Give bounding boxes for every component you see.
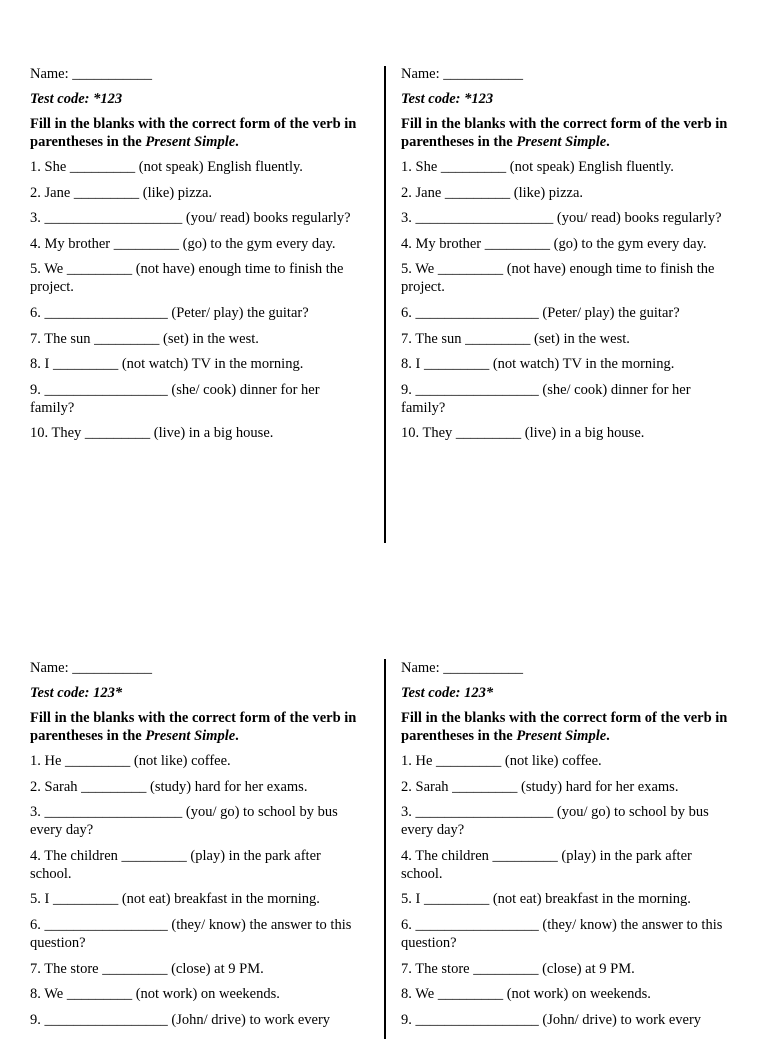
- name-field-label: Name: ___________: [401, 660, 524, 676]
- exercise-item: 10. They _________ (live) in a big house.: [30, 425, 274, 442]
- exercise-item: 7. The sun _________ (set) in the west.: [30, 330, 259, 347]
- exercise-list: [30, 752, 362, 1029]
- instructions-text: Fill in the blanks with the correct form of the verb in parentheses in the: [30, 116, 357, 150]
- exercise-item: 4. My brother _________ (go) to the gym every day.: [401, 235, 707, 252]
- exercise-item: 9. _________________ (John/ drive) to work every: [30, 1011, 331, 1028]
- instructions-end: .: [606, 727, 610, 744]
- worksheet-panel-bottom-right: [401, 659, 733, 1036]
- exercise-item: 3. ___________________ (you/ read) books regularly?: [401, 210, 722, 227]
- exercise-item: 6. _________________ (they/ know) the answer to this question?: [401, 916, 723, 951]
- exercise-item: 5. We _________ (not have) enough time to finish the project.: [401, 261, 715, 296]
- exercise-item: 4. The children _________ (play) in the park after school.: [401, 847, 692, 882]
- exercise-item: 5. I _________ (not eat) breakfast in the morning.: [30, 891, 320, 908]
- test-code: Test code: *123: [30, 91, 123, 107]
- exercise-item: 4. My brother _________ (go) to the gym every day.: [30, 235, 336, 252]
- instructions-tense: Present Simple: [145, 133, 236, 150]
- instructions: [30, 710, 362, 745]
- exercise-item: 2. Sarah _________ (study) hard for her exams.: [30, 778, 308, 795]
- name-field-label: Name: ___________: [401, 66, 524, 82]
- name-field-label: Name: ___________: [30, 66, 153, 82]
- exercise-item: 9. _________________ (she/ cook) dinner for her family?: [401, 381, 691, 416]
- test-code: Test code: 123*: [30, 685, 123, 701]
- exercise-item: 7. The store _________ (close) at 9 PM.: [30, 960, 264, 977]
- exercise-item: 7. The store _________ (close) at 9 PM.: [401, 960, 635, 977]
- exercise-list: [30, 158, 362, 442]
- exercise-item: 2. Jane _________ (like) pizza.: [30, 184, 213, 201]
- worksheet-panel-bottom-left: [30, 659, 362, 1036]
- column-divider-bottom: [384, 659, 386, 1039]
- exercise-item: 3. ___________________ (you/ go) to school by bus every day?: [401, 804, 709, 839]
- instructions-end: .: [235, 727, 239, 744]
- instructions: [30, 116, 362, 151]
- exercise-item: 9. _________________ (she/ cook) dinner for her family?: [30, 381, 320, 416]
- instructions-tense: Present Simple: [516, 133, 607, 150]
- exercise-item: 4. The children _________ (play) in the park after school.: [30, 847, 321, 882]
- exercise-item: 3. ___________________ (you/ read) books regularly?: [30, 210, 351, 227]
- exercise-item: 2. Sarah _________ (study) hard for her exams.: [401, 778, 679, 795]
- exercise-item: 6. _________________ (they/ know) the answer to this question?: [30, 916, 352, 951]
- instructions: [401, 710, 733, 745]
- exercise-item: 8. I _________ (not watch) TV in the morning.: [30, 356, 304, 373]
- worksheet-panel-top-right: [401, 65, 733, 450]
- exercise-item: 5. I _________ (not eat) breakfast in the morning.: [401, 891, 691, 908]
- exercise-item: 2. Jane _________ (like) pizza.: [401, 184, 584, 201]
- instructions: [401, 116, 733, 151]
- worksheet-panel-top-left: [30, 65, 362, 450]
- instructions-tense: Present Simple: [516, 727, 607, 744]
- instructions-text: Fill in the blanks with the correct form of the verb in parentheses in the: [401, 116, 728, 150]
- instructions-text: Fill in the blanks with the correct form of the verb in parentheses in the: [30, 710, 357, 744]
- exercise-item: 8. I _________ (not watch) TV in the morning.: [401, 356, 675, 373]
- exercise-item: 1. She _________ (not speak) English fluently.: [30, 159, 303, 175]
- test-code: Test code: 123*: [401, 685, 494, 701]
- instructions-tense: Present Simple: [145, 727, 236, 744]
- exercise-list: [401, 752, 733, 1029]
- instructions-end: .: [235, 133, 239, 150]
- exercise-item: 1. She _________ (not speak) English fluently.: [401, 159, 674, 175]
- exercise-item: 6. _________________ (Peter/ play) the guitar?: [401, 304, 680, 321]
- column-divider-top: [384, 66, 386, 543]
- exercise-item: 1. He _________ (not like) coffee.: [401, 753, 602, 769]
- exercise-item: 3. ___________________ (you/ go) to school by bus every day?: [30, 804, 338, 839]
- exercise-list: [401, 158, 733, 442]
- instructions-end: .: [606, 133, 610, 150]
- exercise-item: 7. The sun _________ (set) in the west.: [401, 330, 630, 347]
- exercise-item: 9. _________________ (John/ drive) to work every: [401, 1011, 702, 1028]
- exercise-item: 6. _________________ (Peter/ play) the guitar?: [30, 304, 309, 321]
- exercise-item: 10. They _________ (live) in a big house.: [401, 425, 645, 442]
- exercise-item: 8. We _________ (not work) on weekends.: [401, 986, 651, 1003]
- exercise-item: 8. We _________ (not work) on weekends.: [30, 986, 280, 1003]
- test-code: Test code: *123: [401, 91, 494, 107]
- exercise-item: 1. He _________ (not like) coffee.: [30, 753, 231, 769]
- exercise-item: 5. We _________ (not have) enough time to finish the project.: [30, 261, 344, 296]
- name-field-label: Name: ___________: [30, 660, 153, 676]
- instructions-text: Fill in the blanks with the correct form of the verb in parentheses in the: [401, 710, 728, 744]
